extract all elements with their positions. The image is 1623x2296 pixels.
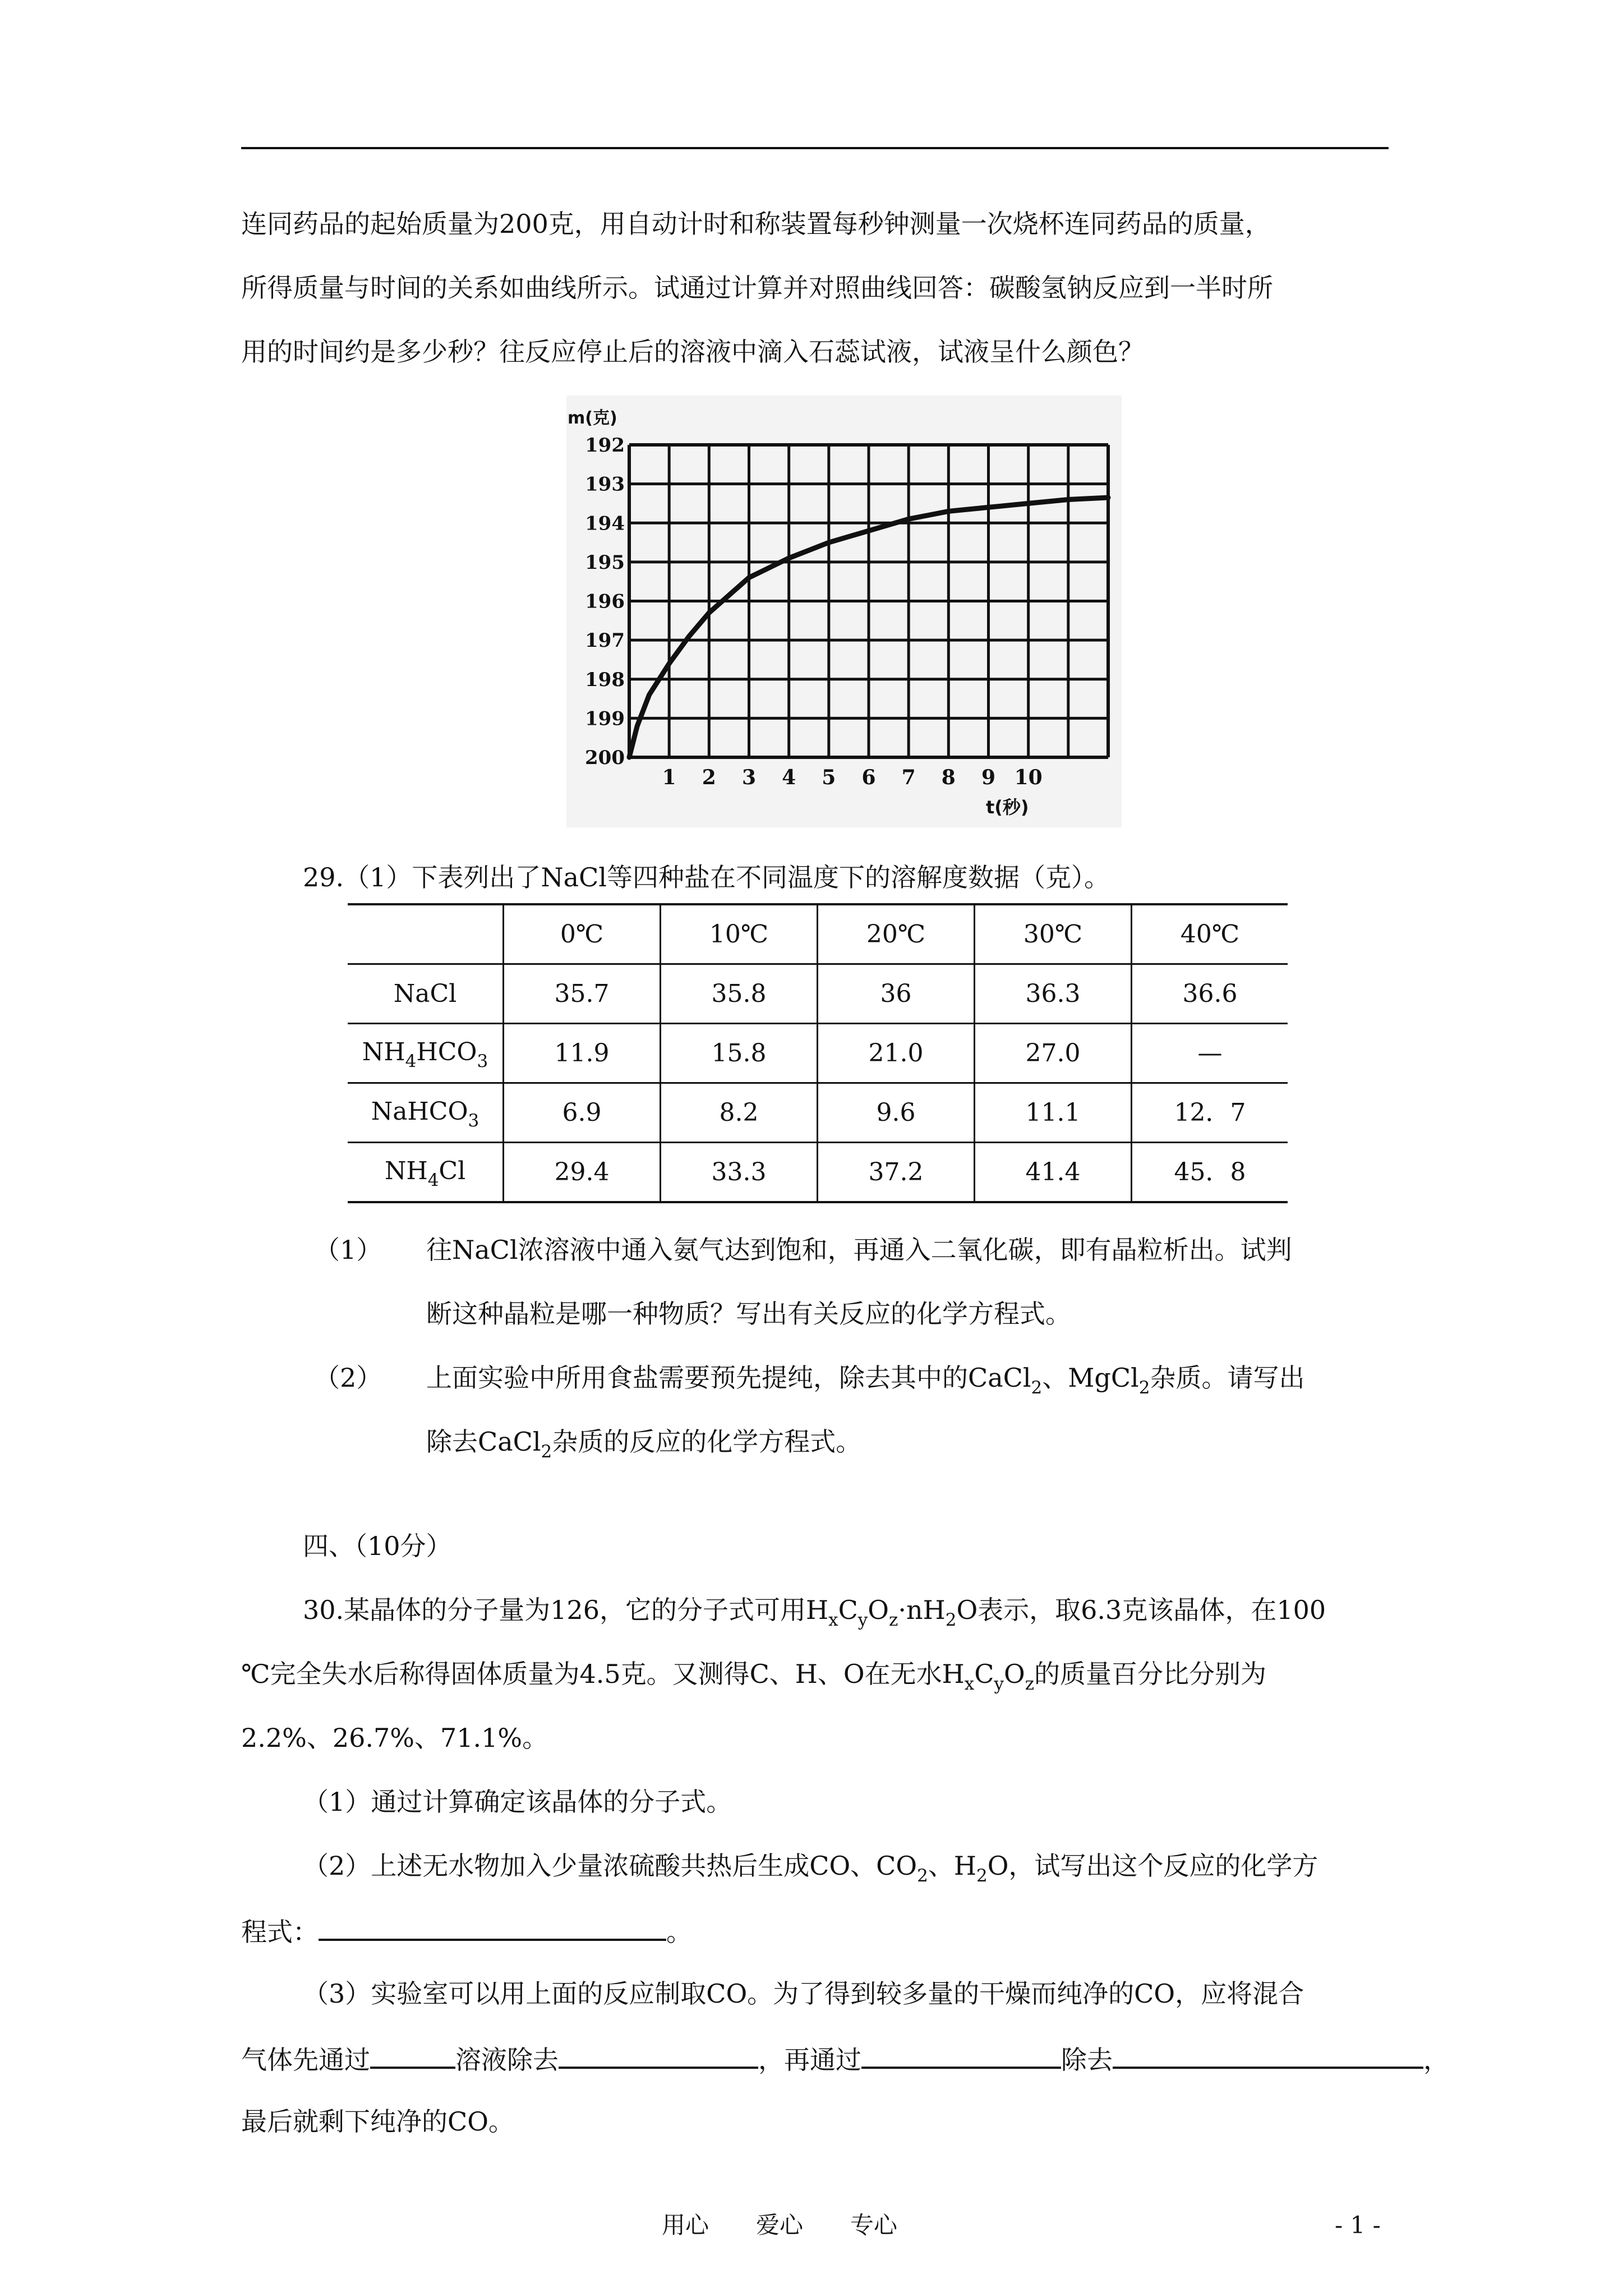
table-cell: 36.3 xyxy=(975,964,1132,1024)
y-tick-label: 193 xyxy=(585,473,625,496)
q30-part3-line1: （3）实验室可以用上面的反应制取CO。为了得到较多量的干燥而纯净的CO，应将混合 xyxy=(303,1978,1304,2009)
q29-sub2-line2: 除去CaCl$_2$杂质的反应的化学方程式。 xyxy=(426,1427,862,1462)
answer-blank-equation[interactable] xyxy=(319,1916,666,1941)
table-cell: — xyxy=(1132,1024,1288,1083)
page-number: - 1 - xyxy=(1335,2211,1381,2239)
col-header-30c: 30℃ xyxy=(975,904,1132,964)
x-axis-label: t(秒) xyxy=(986,797,1029,818)
x-tick-label: 1 xyxy=(662,766,676,789)
table-cell: 29.4 xyxy=(504,1143,661,1203)
q29-sub1-line1: 往NaCl浓溶液中通入氨气达到饱和，再通入二氧化碳，即有晶粒析出。试判 xyxy=(426,1235,1292,1265)
x-tick-label: 6 xyxy=(861,766,876,789)
intro-line-1: 连同药品的起始质量为200克，用自动计时和称装置每秒钟测量一次烧杯连同药品的质量， xyxy=(241,209,1271,239)
y-tick-label: 197 xyxy=(585,629,625,652)
table-row xyxy=(348,1024,1288,1083)
intro-line-3: 用的时间约是多少秒？往反应停止后的溶液中滴入石蕊试液，试液呈什么颜色？ xyxy=(241,337,1144,367)
col-header-10c: 10℃ xyxy=(661,904,818,964)
table-cell: 27.0 xyxy=(975,1024,1132,1083)
q29-sub2-line1: 上面实验中所用食盐需要预先提纯，除去其中的CaCl$_2$、MgCl$_2$杂质。请写出 xyxy=(426,1363,1305,1398)
table-cell: 8.2 xyxy=(661,1083,818,1143)
q30-part3-line3: 最后就剩下纯净的CO。 xyxy=(241,2106,514,2137)
y-tick-label: 192 xyxy=(585,434,625,457)
y-tick-label: 194 xyxy=(585,512,625,535)
q30-part1: （1）通过计算确定该晶体的分子式。 xyxy=(303,1787,732,1817)
x-tick-label: 7 xyxy=(901,766,916,789)
intro-line-2: 所得质量与时间的关系如曲线所示。试通过计算并对照曲线回答：碳酸氢钠反应到一半时所 xyxy=(241,273,1273,303)
q29-sub1-number: （1） xyxy=(314,1235,382,1265)
x-tick-label: 9 xyxy=(981,766,996,789)
q29-sub2-number: （2） xyxy=(314,1363,382,1393)
table-header-row xyxy=(348,904,1288,964)
x-tick-label: 5 xyxy=(822,766,836,789)
solubility-table xyxy=(348,903,1288,1203)
x-tick-label: 4 xyxy=(782,766,796,789)
table-cell: 15.8 xyxy=(661,1024,818,1083)
table-cell: 36.6 xyxy=(1132,964,1288,1024)
col-header-0c: 0℃ xyxy=(504,904,661,964)
y-tick-label: 198 xyxy=(585,668,625,691)
mass-time-chart xyxy=(566,395,1122,827)
q30-line2: ℃完全失水后称得固体质量为4.5克。又测得C、H、O在无水$H_xC_yO_z$的质量百分比分别为 xyxy=(241,1659,1267,1694)
table-row xyxy=(348,1143,1288,1203)
q30-line1: 30.某晶体的分子量为126，它的分子式可用$H_xC_yO_z\cdot nH_2O$表示，取6.3克该晶体，在100 xyxy=(303,1595,1326,1630)
table-cell: 11.9 xyxy=(504,1024,661,1083)
chart-svg xyxy=(566,395,1122,827)
q29-header: 29.（1）下表列出了NaCl等四种盐在不同温度下的溶解度数据（克）。 xyxy=(303,862,1110,892)
y-tick-label: 200 xyxy=(585,747,625,769)
y-tick-label: 195 xyxy=(585,551,625,574)
table-cell: 36 xyxy=(818,964,975,1024)
answer-blank-removed-2[interactable] xyxy=(1113,2044,1423,2069)
y-tick-label: 196 xyxy=(585,590,625,613)
footer-slogan: 用心 爱心 专心 xyxy=(662,2211,898,2239)
table-row xyxy=(348,1083,1288,1143)
col-header-20c: 20℃ xyxy=(818,904,975,964)
header-rule xyxy=(241,147,1389,149)
col-header-40c: 40℃ xyxy=(1132,904,1288,964)
answer-blank-reagent[interactable] xyxy=(861,2044,1061,2069)
q30-line3: 2.2%、26.7%、71.1%。 xyxy=(241,1723,548,1753)
table-corner-cell xyxy=(348,904,504,964)
y-tick-label: 199 xyxy=(585,707,625,730)
table-row xyxy=(348,964,1288,1024)
q30-part3-line2: 气体先通过 溶液除去 ，再通过 除去 ， xyxy=(241,2045,1449,2075)
row-name-nacl: NaCl xyxy=(348,964,504,1024)
table-cell: 9.6 xyxy=(818,1083,975,1143)
y-axis-label: m(克) xyxy=(568,408,617,428)
table-cell: 41.4 xyxy=(975,1143,1132,1203)
x-tick-label: 10 xyxy=(1014,766,1043,789)
q30-part2-line2: 程式： 。 xyxy=(241,1917,692,1947)
row-name-nh4cl: $NH_4Cl$ xyxy=(348,1143,504,1203)
x-tick-label: 8 xyxy=(941,766,956,789)
x-tick-label: 2 xyxy=(702,766,716,789)
x-tick-label: 3 xyxy=(741,766,757,789)
chart-grid xyxy=(629,445,1108,757)
table-cell: 21.0 xyxy=(818,1024,975,1083)
row-name-nahco3: NaHCO$_3$ xyxy=(348,1083,504,1143)
table-cell: 33.3 xyxy=(661,1143,818,1203)
q30-part2-line1: （2）上述无水物加入少量浓硫酸共热后生成CO、$CO_2$、$H_2O$，试写出这个反应的化学方 xyxy=(303,1851,1318,1886)
table-cell: 35.8 xyxy=(661,964,818,1024)
table-cell: 11.1 xyxy=(975,1083,1132,1143)
table-cell: 35.7 xyxy=(504,964,661,1024)
table-cell: 45．8 xyxy=(1132,1143,1288,1203)
answer-blank-removed-1[interactable] xyxy=(559,2044,758,2069)
table-cell: 37.2 xyxy=(818,1143,975,1203)
table-cell: 6.9 xyxy=(504,1083,661,1143)
q29-sub1-line2: 断这种晶粒是哪一种物质？写出有关反应的化学方程式。 xyxy=(426,1299,1071,1329)
row-name-nh4hco3: $NH_4HCO_3$ xyxy=(348,1024,504,1083)
section-four-heading: 四、（10分） xyxy=(303,1531,452,1561)
answer-blank-solution[interactable] xyxy=(370,2044,455,2069)
table-cell: 12．7 xyxy=(1132,1083,1288,1143)
